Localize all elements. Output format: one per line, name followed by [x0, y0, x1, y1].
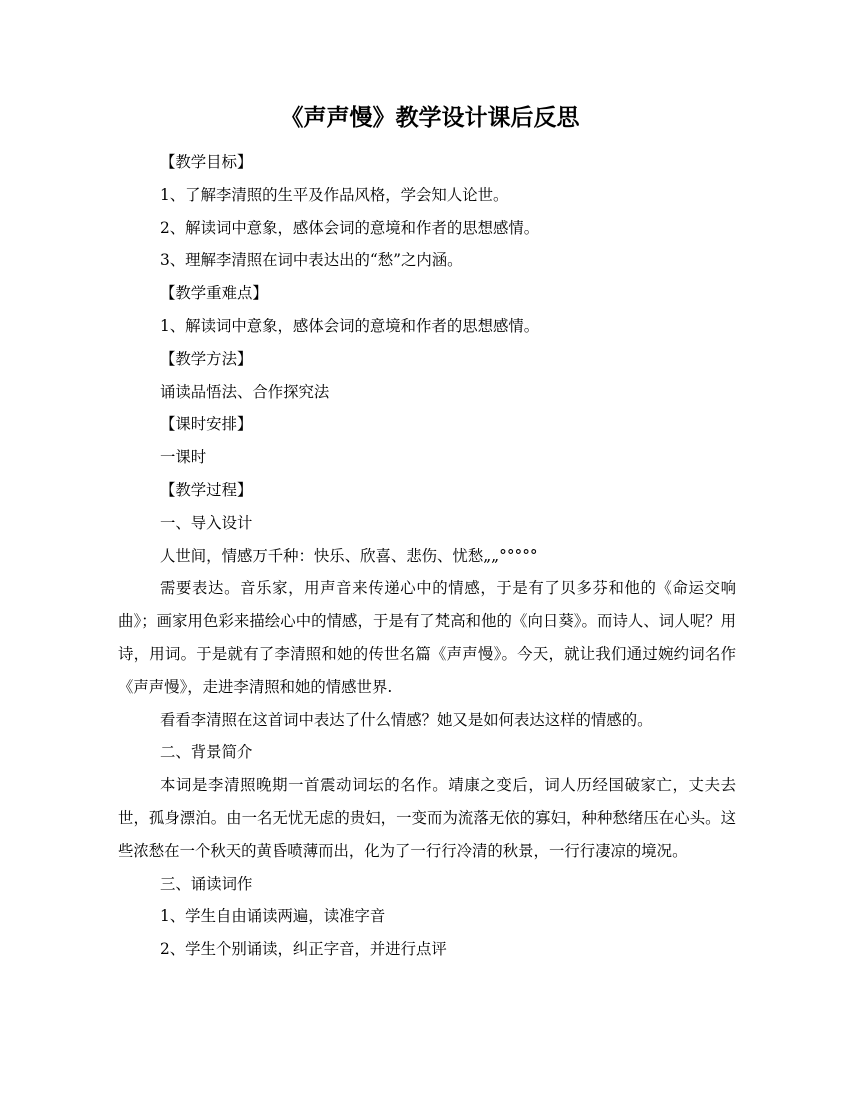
document-body — [118, 146, 736, 966]
section-heading-methods: 【教学方法】 — [160, 349, 253, 368]
methods-text: 诵读品悟法、合作探究法 — [160, 382, 330, 401]
section-heading-key-points: 【教学重难点】 — [160, 284, 268, 303]
part3-heading: 三、诵读词作 — [160, 874, 253, 893]
part1-paragraph-3: 看看李清照在这首词中表达了什么情感？她又是如何表达这样的情感的。 — [160, 710, 653, 729]
section-heading-schedule: 【课时安排】 — [160, 415, 253, 434]
goal-item-2: 2、解读词中意象，感体会词的意境和作者的思想感情。 — [160, 218, 540, 237]
part1-paragraph-2: 需要表达。音乐家，用声音来传递心中的情感，于是有了贝多芬和他的《命运交响曲》；画家用色彩来描绘心中的情感，于是有了梵高和他的《向日葵》。而诗人、词人呢？用诗，用词。于是就有了李清照和她的传世名篇《声声慢》。今天，就让我们通过婉约词名作《声声慢》，走进李清照和她的情感世界. — [118, 579, 736, 696]
part1-paragraph-1: 人世间，情感万千种：快乐、欣喜、悲伤、忧愁„„°°°°° — [160, 546, 538, 565]
part2-paragraph-1: 本词是李清照晚期一首震动词坛的名作。靖康之变后，词人历经国破家亡，丈夫去世，孤身漂泊。由一名无忧无虑的贵妇，一变而为流落无依的寡妇，种种愁绪压在心头。这些浓愁在一个秋天的黄昏喷薄而出，化为了一行行冷清的秋景，一行行凄凉的境况。 — [118, 776, 736, 860]
part2-heading: 二、背景简介 — [160, 743, 253, 762]
document-title: 《声声慢》教学设计课后反思 — [280, 104, 580, 131]
part1-heading: 一、导入设计 — [160, 513, 253, 532]
part3-item-1: 1、学生自由诵读两遍，读准字音 — [160, 907, 386, 926]
section-heading-goals: 【教学目标】 — [160, 153, 253, 171]
section-heading-process: 【教学过程】 — [160, 480, 253, 499]
schedule-text: 一课时 — [160, 448, 207, 467]
goal-item-3: 3、理解李清照在词中表达出的“愁”之内涵。 — [160, 251, 463, 270]
key-point-item-1: 1、解读词中意象，感体会词的意境和作者的思想感情。 — [160, 316, 540, 335]
part3-item-2: 2、学生个别诵读，纠正字音，并进行点评 — [160, 940, 447, 959]
goal-item-1: 1、了解李清照的生平及作品风格，学会知人论世。 — [160, 185, 509, 204]
